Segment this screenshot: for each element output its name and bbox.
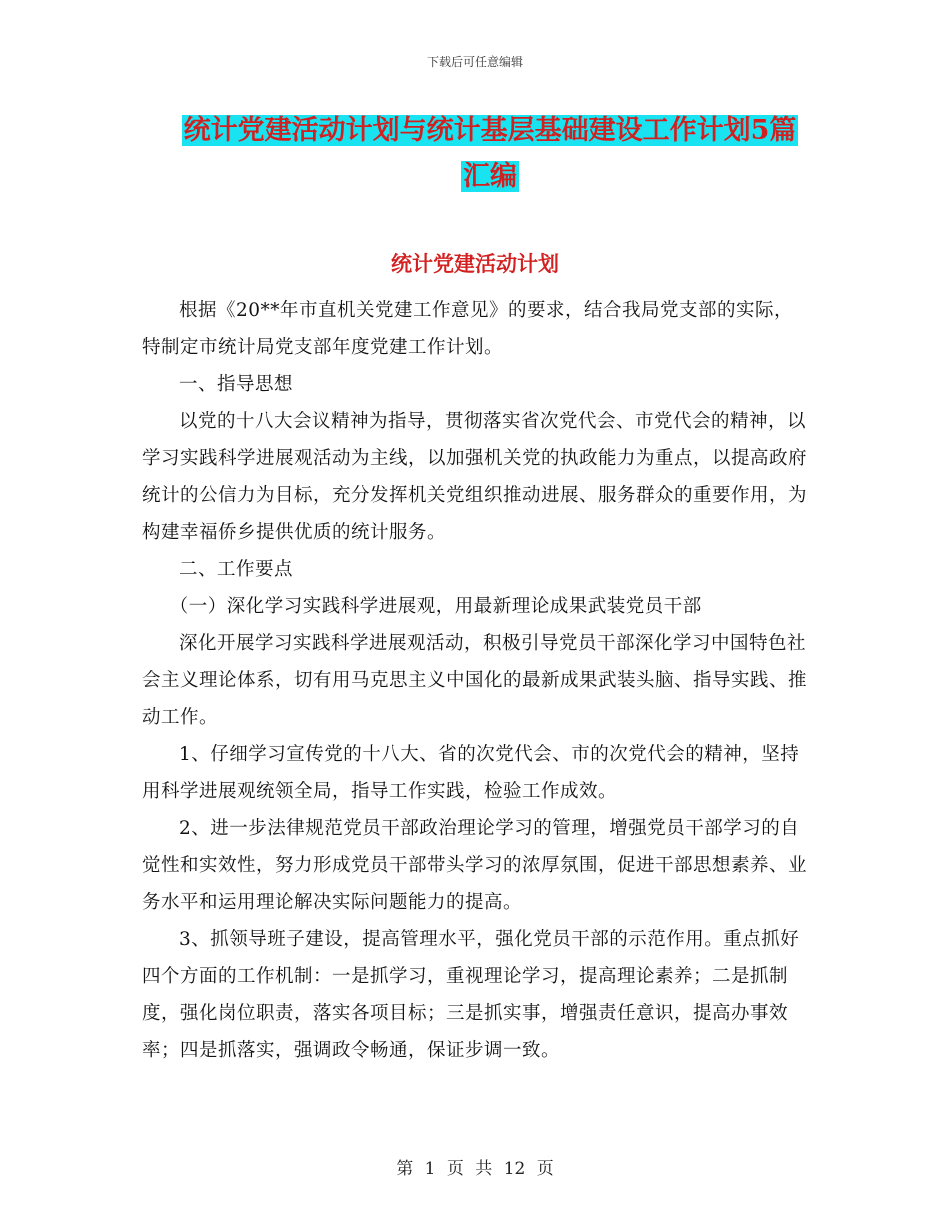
subheading-item-1: （一）深化学习实践科学进展观，用最新理论成果武装党员干部	[169, 596, 702, 617]
section-title: 统计党建活动计划	[391, 251, 559, 276]
paragraph-point-2: 2、进一步法律规范党员干部政治理论学习的管理，增强党员干部学习的自觉性和实效性，努力形成党员干部带头学习的浓厚氛围，促进干部思想素养、业务水平和运用理论解决实际问题能力的提高。	[142, 818, 808, 913]
document-title	[160, 108, 820, 200]
heading-guiding-ideology: 一、指导思想	[179, 374, 294, 395]
paragraph-guiding-ideology: 以党的十八大会议精神为指导，贯彻落实省次党代会、市党代会的精神，以学习实践科学进展观活动为主线，以加强机关党的执政能力为重点，以提高政府统计的公信力为目标，充分发挥机关党组织推动进展、服务群众的重要作用，为构建幸福侨乡提供优质的统计服务。	[142, 411, 808, 543]
title-line-2: 汇编	[463, 161, 517, 192]
paragraph-item-1: 深化开展学习实践科学进展观活动，积极引导党员干部深化学习中国特色社会主义理论体系，切有用马克思主义中国化的最新成果武装头脑、指导实践、推动工作。	[142, 633, 808, 728]
title-line-1: 统计党建活动计划与统计基层基础建设工作计划5篇	[183, 115, 797, 146]
paragraph-point-3: 3、抓领导班子建设，提高管理水平，强化党员干部的示范作用。重点抓好四个方面的工作机制：一是抓学习，重视理论学习，提高理论素养；二是抓制度，强化岗位职责，落实各项目标；三是抓实事，增强责任意识，提高办事效率；四是抓落实，强调政令畅通，保证步调一致。	[142, 929, 800, 1061]
heading-work-points: 二、工作要点	[179, 559, 294, 580]
paragraph-point-1: 1、仔细学习宣传党的十八大、省的次党代会、市的次党代会的精神，坚持用科学进展观统领全局，指导工作实践，检验工作成效。	[142, 744, 800, 802]
page-header: 下载后可任意编辑	[426, 55, 523, 69]
document-body	[142, 292, 810, 1069]
paragraph-intro: 根据《20**年市直机关党建工作意见》的要求，结合我局党支部的实际，特制定市统计局党支部年度党建工作计划。	[142, 300, 794, 358]
page-footer: 第 1 页 共 12 页	[396, 1159, 554, 1179]
